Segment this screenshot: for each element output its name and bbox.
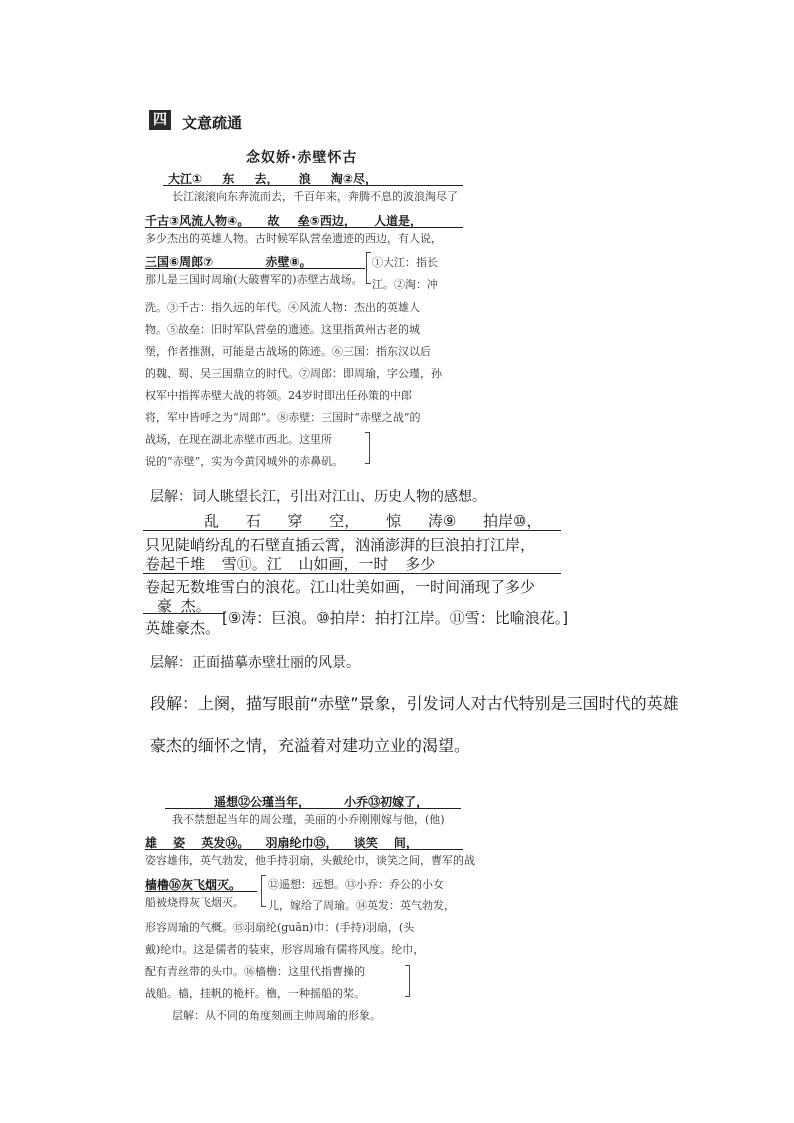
translation-line-3: 那儿是三国时周瑜(大破曹军的)赤壁古战场。	[145, 273, 363, 286]
note-line: 说的“赤壁”，实为今黄冈城外的赤鼻矶。	[145, 455, 344, 468]
divider	[163, 185, 463, 186]
section-badge: 四	[149, 110, 171, 130]
original-line-8: 雄 姿 英发⑭。 羽扇纶巾⑮， 谈笑 间，	[145, 836, 418, 850]
original-line-9: 樯橹⑯灰飞烟灭。	[145, 878, 242, 892]
translation-line-1: 长江滚滚向东奔流而去，千百年来，奔腾不息的波浪淘尽了	[172, 190, 458, 203]
note-line: 洗。③千古：指久远的年代。④风流人物：杰出的英雄人	[145, 301, 420, 314]
note-line: 权军中指挥赤壁大战的将领。24岁时即出任孙策的中郎	[145, 389, 412, 402]
note-bracket-left	[261, 875, 266, 907]
note-line: 将，军中皆呼之为“周郎”。⑧赤壁：三国时“赤壁之战”的	[145, 411, 421, 424]
translation-line-7: 我不禁想起当年的周公瑾，美丽的小乔刚刚嫁与他，(他)	[172, 813, 445, 826]
note-line: 物。⑤故垒：旧时军队营垒的遗迹。这里指黄州古老的城	[145, 323, 420, 336]
translation-line-2: 多少杰出的英雄人物。古时候军队营垒遗迹的西边，有人说，	[145, 232, 442, 245]
divider	[145, 227, 463, 228]
translation-line-8: 姿容雄伟，英气勃发，他手持羽扇，头戴纶巾，谈笑之间，曹军的战	[145, 854, 475, 867]
note-line: 儿，嫁给了周瑜。⑭英发：英气勃发，	[268, 899, 455, 912]
original-line-2: 千古③风流人物④。 故 垒⑤西边， 人道是，	[145, 214, 423, 228]
original-line-6: 豪 杰。	[157, 597, 211, 615]
divider	[143, 573, 561, 574]
paragraph-explanation-line-1: 段解：上阕，描写眼前“赤壁”景象，引发词人对古代特别是三国时代的英雄	[150, 694, 679, 713]
note-line: ⑫遥想：远想。⑬小乔：乔公的小女	[268, 878, 444, 891]
section-title: 文意疏通	[182, 114, 243, 132]
divider	[145, 849, 463, 850]
note-line: 戴)纶巾。这是儒者的装束，形容周瑜有儒将风度。纶巾，	[145, 943, 425, 956]
note-bracket-right	[365, 432, 370, 464]
note-bracket-left	[366, 252, 371, 284]
note-line: 堡，作者推测，可能是古战场的陈迹。⑥三国：指东汉以后	[145, 345, 431, 358]
divider	[165, 808, 461, 809]
original-line-5: 卷起千堆 雪⑪。江 山如画，一时 多少	[145, 555, 436, 573]
note-line: 战场，在现在湖北赤壁市西北。这里所	[145, 433, 332, 446]
original-line-1: 大江① 东 去， 浪 淘②尽，	[168, 172, 378, 186]
note-bracket-right	[405, 965, 410, 997]
layer-explanation-3: 层解：从不同的角度刻画主帅周瑜的形象。	[172, 1009, 381, 1022]
poem-title: 念奴娇·赤壁怀古	[246, 150, 358, 166]
note-line: ①大江：指长	[372, 256, 438, 269]
note-line: 形容周瑜的气概。⑮羽扇纶(guān)巾：(手持)羽扇，(头	[145, 921, 415, 934]
divider	[145, 268, 365, 269]
annotation-note: [⑨涛：巨浪。⑩拍岸：拍打江岸。⑪雪：比喻浪花。]	[222, 609, 569, 627]
note-line: 江。②淘：冲	[372, 278, 438, 291]
divider	[143, 613, 225, 614]
original-line-4: 乱 石 穿 空， 惊 涛⑨ 拍岸⑩，	[204, 512, 542, 530]
translation-line-6: 英雄豪杰。	[145, 619, 221, 637]
layer-explanation-1: 层解：词人眺望长江，引出对江山、历史人物的感想。	[150, 489, 486, 505]
original-line-7: 遥想⑫公瑾当年， 小乔⑬初嫁了，	[214, 795, 429, 809]
layer-explanation-2: 层解：正面描摹赤壁壮丽的风景。	[150, 655, 360, 671]
note-line: 的魏、蜀、吴三国鼎立的时代。⑦周郎：即周瑜，字公瑾，孙	[145, 367, 442, 380]
paragraph-explanation-line-2: 豪杰的缅怀之情，充溢着对建功立业的渴望。	[150, 736, 471, 755]
translation-line-5: 卷起无数堆雪白的浪花。江山壮美如画，一时间涌现了多少	[145, 578, 536, 596]
divider	[145, 891, 257, 892]
note-line: 配有青丝带的头巾。⑯樯橹：这里代指曹操的	[145, 965, 365, 978]
original-line-3: 三国⑥周郎⑦ 赤壁⑧。	[145, 255, 312, 269]
translation-line-4: 只见陡峭纷乱的石壁直插云霄，汹涌澎湃的巨浪拍打江岸，	[145, 536, 536, 554]
translation-line-9: 船被烧得灰飞烟灭。	[145, 896, 244, 909]
divider	[143, 530, 561, 531]
note-line: 战船。樯，挂帆的桅杆。橹，一种摇船的桨。	[145, 987, 365, 1000]
